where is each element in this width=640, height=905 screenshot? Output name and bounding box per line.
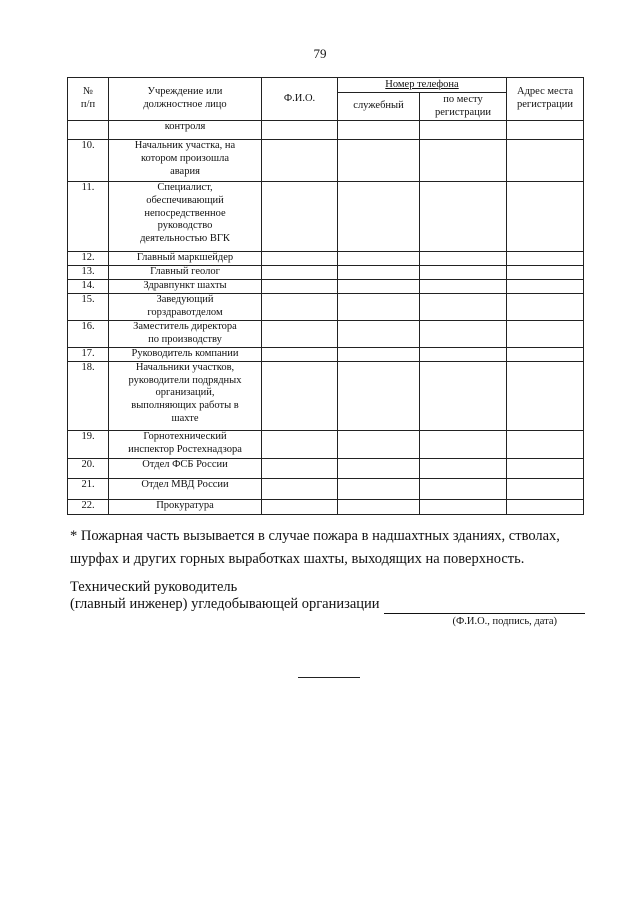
- row-fio: [262, 320, 338, 347]
- row-num: 11.: [68, 182, 109, 252]
- row-name: Начальники участков, руководители подрядных организаций, выполняющих работы в шахте: [109, 361, 262, 430]
- row-fio: [262, 361, 338, 430]
- row-phone-reg: [420, 121, 507, 140]
- row-address: [507, 478, 584, 499]
- row-fio: [262, 458, 338, 478]
- row-phone-work: [338, 347, 420, 361]
- header-num: [68, 78, 109, 121]
- row-phone-work: [338, 265, 420, 279]
- row-fio: [262, 140, 338, 182]
- table-row: [68, 361, 584, 430]
- row-phone-reg: [420, 430, 507, 458]
- row-fio: [262, 347, 338, 361]
- row-phone-reg: [420, 279, 507, 293]
- row-address: [507, 121, 584, 140]
- row-num: 13.: [68, 265, 109, 279]
- row-name: Руководитель компании: [109, 347, 262, 361]
- row-name: Отдел ФСБ России: [109, 458, 262, 478]
- row-name: Заведующий горздравотделом: [109, 293, 262, 320]
- header-phone: [338, 78, 507, 93]
- row-address: [507, 265, 584, 279]
- row-name: Начальник участка, на котором произошла авария: [109, 140, 262, 182]
- header-phone-reg-text: по месту регистрации: [435, 93, 491, 118]
- row-phone-work: [338, 499, 420, 514]
- table-row: [68, 478, 584, 499]
- row-fio: [262, 121, 338, 140]
- table-row: [68, 320, 584, 347]
- table-row: [68, 293, 584, 320]
- table-row: [68, 265, 584, 279]
- row-phone-reg: [420, 499, 507, 514]
- row-phone-reg: [420, 182, 507, 252]
- signature-title: Технический руководитель: [70, 579, 238, 595]
- header-org: [109, 78, 262, 121]
- row-phone-work: [338, 361, 420, 430]
- row-phone-work: [338, 121, 420, 140]
- row-address: [507, 347, 584, 361]
- row-phone-reg: [420, 140, 507, 182]
- signature-blank: [384, 597, 585, 614]
- header-num-text: № п/п: [80, 86, 96, 110]
- header-org-text: Учреждение или должностное лицо: [143, 86, 227, 110]
- table-row: [68, 279, 584, 293]
- row-name: Прокуратура: [109, 499, 262, 514]
- row-num: [68, 121, 109, 140]
- row-phone-work: [338, 293, 420, 320]
- row-phone-work: [338, 140, 420, 182]
- row-phone-work: [338, 279, 420, 293]
- row-phone-work: [338, 252, 420, 266]
- table-row: [68, 347, 584, 361]
- row-address: [507, 458, 584, 478]
- row-address: [507, 279, 584, 293]
- row-num: 20.: [68, 458, 109, 478]
- row-name: Здравпункт шахты: [109, 279, 262, 293]
- table-row: [68, 121, 584, 140]
- signature-line: [70, 595, 585, 614]
- row-num: 16.: [68, 320, 109, 347]
- end-divider: [298, 677, 360, 678]
- row-num: 21.: [68, 478, 109, 499]
- row-phone-reg: [420, 320, 507, 347]
- header-phone-work-text: служебный: [353, 100, 404, 112]
- signature-hint: (Ф.И.О., подпись, дата): [452, 616, 557, 627]
- table-row: [68, 499, 584, 514]
- row-num: 12.: [68, 252, 109, 266]
- row-address: [507, 361, 584, 430]
- row-address: [507, 293, 584, 320]
- contacts-table: [67, 77, 584, 515]
- row-address: [507, 320, 584, 347]
- row-phone-reg: [420, 478, 507, 499]
- row-phone-reg: [420, 347, 507, 361]
- row-phone-work: [338, 430, 420, 458]
- header-fio: [262, 78, 338, 121]
- table-row: [68, 252, 584, 266]
- row-fio: [262, 252, 338, 266]
- row-phone-reg: [420, 252, 507, 266]
- row-num: 10.: [68, 140, 109, 182]
- header-fio-text: Ф.И.О.: [283, 92, 316, 104]
- row-num: 18.: [68, 361, 109, 430]
- row-address: [507, 252, 584, 266]
- row-name: контроля: [109, 121, 262, 140]
- row-name: Горнотехнический инспектор Ростехнадзора: [109, 430, 262, 458]
- header-phone-work: [338, 93, 420, 121]
- signature-line-text: (главный инженер) угледобывающей организации: [70, 596, 380, 612]
- row-fio: [262, 265, 338, 279]
- row-phone-work: [338, 458, 420, 478]
- row-fio: [262, 499, 338, 514]
- row-name: Отдел МВД России: [109, 478, 262, 499]
- row-name: Главный маркшейдер: [109, 252, 262, 266]
- row-fio: [262, 293, 338, 320]
- row-phone-work: [338, 478, 420, 499]
- row-num: 22.: [68, 499, 109, 514]
- row-address: [507, 499, 584, 514]
- row-fio: [262, 478, 338, 499]
- row-phone-reg: [420, 265, 507, 279]
- row-phone-reg: [420, 458, 507, 478]
- row-phone-reg: [420, 293, 507, 320]
- row-fio: [262, 279, 338, 293]
- row-address: [507, 430, 584, 458]
- fire-brigade-footnote: * Пожарная часть вызывается в случае пожара в надшахтных зданиях, стволах, шурфах и других горных выработках шахты, выходящих на поверхность.: [70, 528, 560, 567]
- row-fio: [262, 430, 338, 458]
- row-name: Главный геолог: [109, 265, 262, 279]
- row-phone-work: [338, 182, 420, 252]
- table-row: [68, 140, 584, 182]
- row-name: Заместитель директора по производству: [109, 320, 262, 347]
- row-num: 15.: [68, 293, 109, 320]
- table-row: [68, 182, 584, 252]
- row-address: [507, 140, 584, 182]
- table-body: [68, 121, 584, 515]
- row-num: 19.: [68, 430, 109, 458]
- row-num: 14.: [68, 279, 109, 293]
- page-number: 79: [313, 46, 327, 61]
- table-row: [68, 458, 584, 478]
- row-fio: [262, 182, 338, 252]
- row-num: 17.: [68, 347, 109, 361]
- row-name: Специалист, обеспечивающий непосредственное руководство деятельностью ВГК: [109, 182, 262, 252]
- header-phone-reg: [420, 93, 507, 121]
- row-phone-reg: [420, 361, 507, 430]
- header-address: [507, 78, 584, 121]
- header-address-text: Адрес места регистрации: [517, 86, 573, 110]
- row-phone-work: [338, 320, 420, 347]
- row-address: [507, 182, 584, 252]
- header-phone-text: Номер телефона: [385, 78, 459, 90]
- table-row: [68, 430, 584, 458]
